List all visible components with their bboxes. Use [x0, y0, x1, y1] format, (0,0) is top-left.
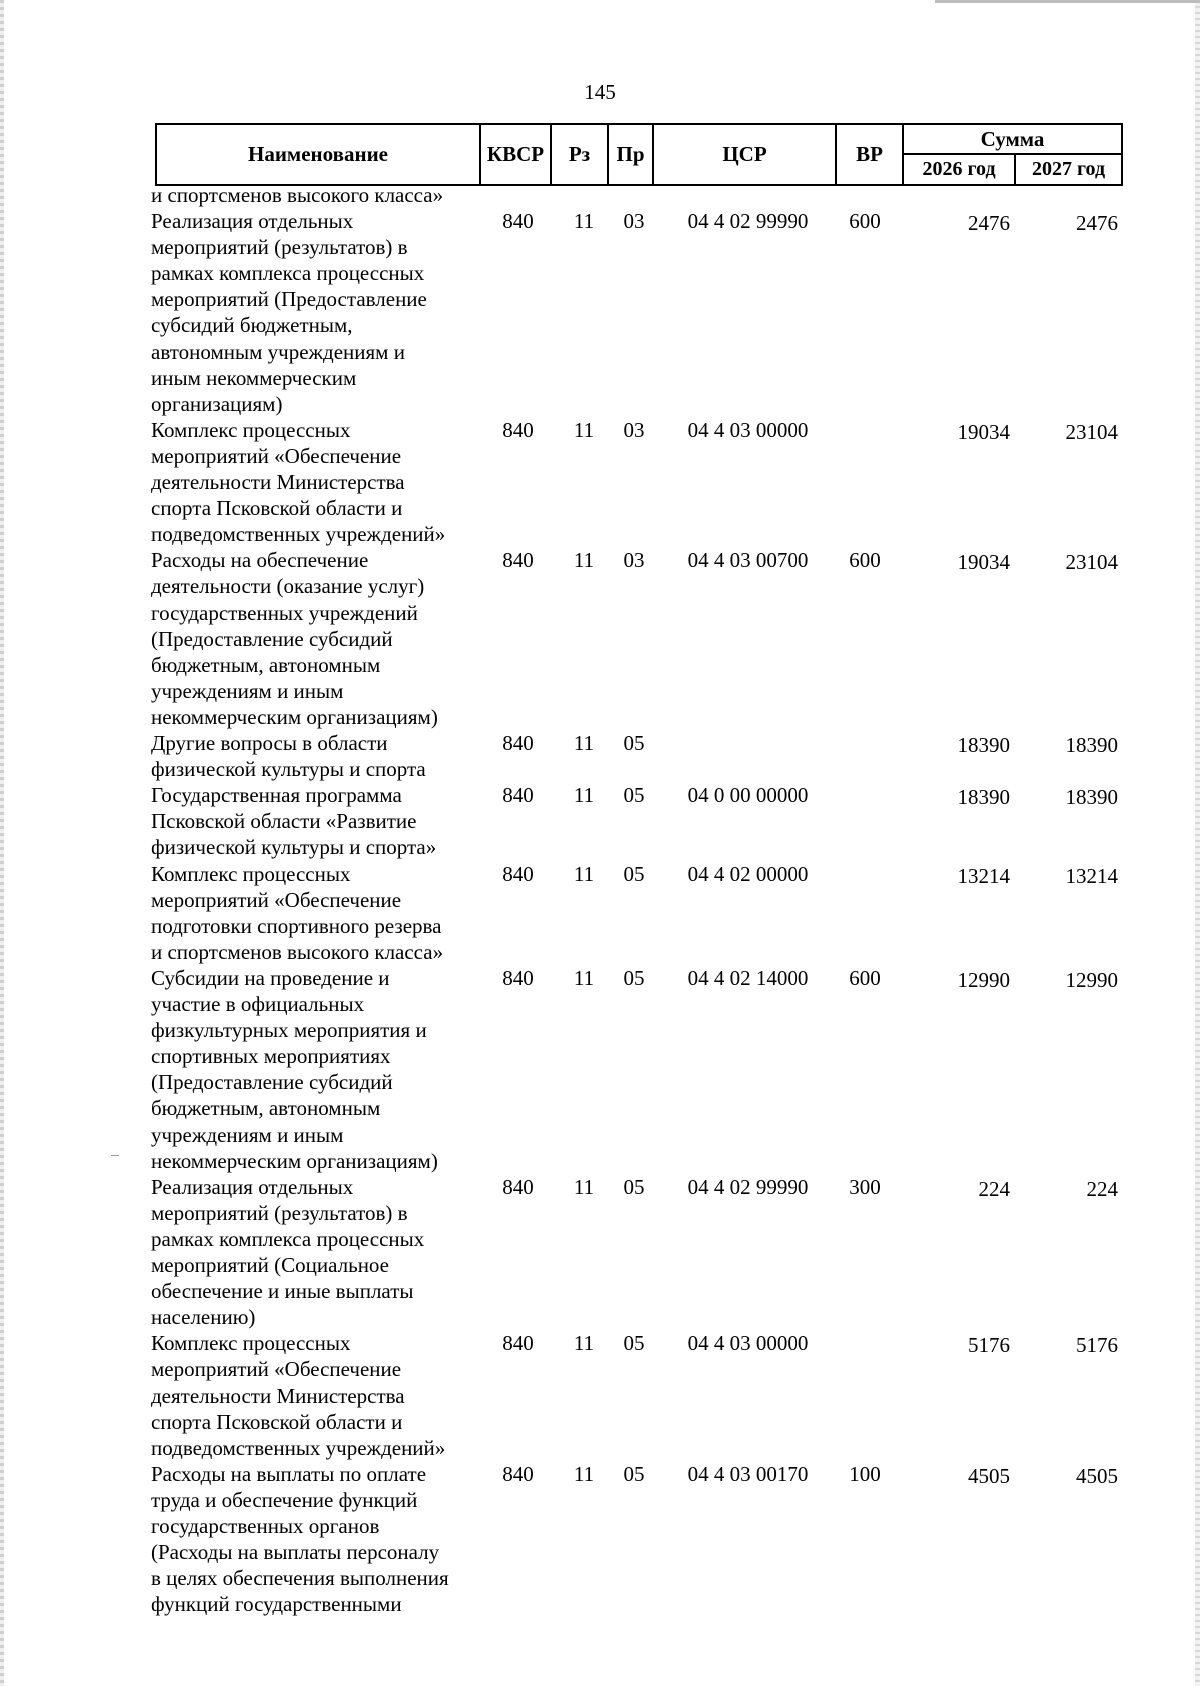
row-kvsr: 840 [502, 209, 534, 234]
header-pr: Пр [609, 125, 654, 184]
row-y2027: 2476 [1076, 211, 1118, 236]
row-y2026: 12990 [957, 967, 1010, 992]
row-y2026: 19034 [957, 419, 1010, 444]
row-y2027: 23104 [1065, 550, 1118, 575]
row-rz: 11 [573, 965, 595, 990]
row-pr: 05 [623, 965, 645, 990]
row-vr: 300 [849, 1174, 881, 1199]
table-row [0, 208, 1200, 417]
row-kvsr: 840 [502, 417, 534, 442]
row-name: Субсидии на проведение и участие в официальных физкультурных мероприятия и спортивных мероприятиях (Предоставление субсидий бюджетным, автономным учреждениям и иным некоммерческим организациям) [151, 965, 438, 1173]
table-row [0, 1174, 1200, 1331]
page-number: 145 [584, 80, 616, 104]
header-csr: ЦСР [654, 125, 837, 184]
row-vr: 600 [849, 965, 881, 990]
row-name: Другие вопросы в области физической культуры и спорта [151, 731, 426, 782]
row-csr: 04 4 02 00000 [687, 861, 809, 886]
row-name: Комплекс процессных мероприятий «Обеспечение деятельности Министерства спорта Псковской области и подведомственных учреждений» [151, 1331, 446, 1460]
table-row [0, 730, 1200, 782]
row-y2027: 18390 [1065, 733, 1118, 758]
row-y2026: 19034 [957, 550, 1010, 575]
table-row [0, 782, 1200, 860]
row-csr: 04 4 03 00000 [687, 417, 809, 442]
header-year-2027: 2027 год [1031, 158, 1106, 180]
row-y2027: 224 [1086, 1176, 1118, 1201]
table-header [155, 123, 1123, 186]
row-y2027: 13214 [1065, 863, 1118, 888]
row-csr: 04 4 02 99990 [687, 1174, 809, 1199]
row-y2027: 12990 [1065, 967, 1118, 992]
row-pr: 05 [623, 731, 645, 756]
row-vr: 600 [849, 548, 881, 573]
header-rz: Рз [552, 125, 609, 184]
table-row [0, 1461, 1200, 1618]
row-rz: 11 [573, 1461, 595, 1486]
row-name: Расходы на выплаты по оплате труда и обеспечение функций государственных органов (Расходы на выплаты персоналу в целях обеспечения выполнения функций государственными [151, 1461, 449, 1617]
row-kvsr: 840 [502, 1331, 534, 1356]
row-y2027: 5176 [1076, 1333, 1118, 1358]
row-kvsr: 840 [502, 861, 534, 886]
table-row [0, 861, 1200, 965]
row-y2026: 13214 [957, 863, 1010, 888]
header-sum: Сумма [904, 125, 1121, 155]
row-rz: 11 [573, 1174, 595, 1199]
row-kvsr: 840 [502, 1461, 534, 1486]
row-y2027: 4505 [1076, 1463, 1118, 1488]
row-pr: 05 [623, 1461, 645, 1486]
row-csr: 04 4 03 00000 [687, 1331, 809, 1356]
row-name: Реализация отдельных мероприятий (результатов) в рамках комплекса процессных мероприятий (Предоставление субсидий бюджетным, автономным учреждениям и иным некоммерческим организациям) [151, 209, 427, 416]
row-pr: 03 [623, 548, 645, 573]
row-y2026 [900, 182, 1010, 184]
row-y2026: 224 [978, 1176, 1010, 1201]
row-pr: 03 [623, 417, 645, 442]
header-kvsr: КВСР [481, 125, 552, 184]
scan-edge-top [935, 0, 1200, 3]
row-rz: 11 [573, 861, 595, 886]
row-csr: 04 4 02 14000 [687, 965, 809, 990]
row-csr: 04 0 00 00000 [687, 783, 809, 808]
row-pr: 05 [623, 783, 645, 808]
row-y2026: 18390 [957, 733, 1010, 758]
header-year-2026: 2026 год [904, 155, 1016, 184]
header-name: Наименование [157, 125, 481, 184]
row-name: Комплекс процессных мероприятий «Обеспечение подготовки спортивного резерва и спортсменов высокого класса» [151, 861, 444, 964]
row-y2026: 4505 [968, 1463, 1010, 1488]
row-csr: 04 4 02 99990 [687, 209, 809, 234]
row-kvsr: 840 [502, 783, 534, 808]
row-y2026: 5176 [968, 1333, 1010, 1358]
row-rz: 11 [573, 209, 595, 234]
row-pr: 05 [623, 861, 645, 886]
row-name: Реализация отдельных мероприятий (результатов) в рамках комплекса процессных мероприятий (Социальное обеспечение и иные выплаты населению) [151, 1174, 425, 1330]
row-rz: 11 [573, 731, 595, 756]
row-vr: 600 [849, 209, 881, 234]
table-row [0, 965, 1200, 1174]
row-kvsr: 840 [502, 965, 534, 990]
row-csr: 04 4 03 00700 [687, 548, 809, 573]
table-row [0, 547, 1200, 730]
row-kvsr: 840 [502, 731, 534, 756]
row-rz: 11 [573, 548, 595, 573]
row-name: и спортсменов высокого класса» [151, 183, 444, 207]
row-name: Расходы на обеспечение деятельности (оказание услуг) государственных учреждений (Предоставление субсидий бюджетным, автономным учреждениям и иным некоммерческим организациям) [151, 548, 438, 729]
row-pr: 05 [623, 1174, 645, 1199]
row-kvsr: 840 [502, 548, 534, 573]
row-y2027 [1004, 182, 1118, 184]
row-y2027: 18390 [1065, 785, 1118, 810]
table-row [0, 417, 1200, 548]
table-row [0, 1330, 1200, 1461]
row-rz: 11 [573, 1331, 595, 1356]
table-row [0, 182, 1200, 208]
row-pr: 03 [623, 209, 645, 234]
row-y2026: 2476 [968, 211, 1010, 236]
row-vr: 100 [849, 1461, 881, 1486]
header-vr: ВР [837, 125, 904, 184]
row-y2027: 23104 [1065, 419, 1118, 444]
row-name: Комплекс процессных мероприятий «Обеспечение деятельности Министерства спорта Псковской области и подведомственных учреждений» [151, 417, 446, 547]
row-rz: 11 [573, 783, 595, 808]
row-csr: 04 4 03 00170 [687, 1461, 809, 1486]
row-name: Государственная программа Псковской области «Развитие физической культуры и спорта» [151, 783, 437, 860]
row-kvsr: 840 [502, 1174, 534, 1199]
row-y2026: 18390 [957, 785, 1010, 810]
table-body [0, 182, 1200, 1617]
row-rz: 11 [573, 417, 595, 442]
row-pr: 05 [623, 1331, 645, 1356]
